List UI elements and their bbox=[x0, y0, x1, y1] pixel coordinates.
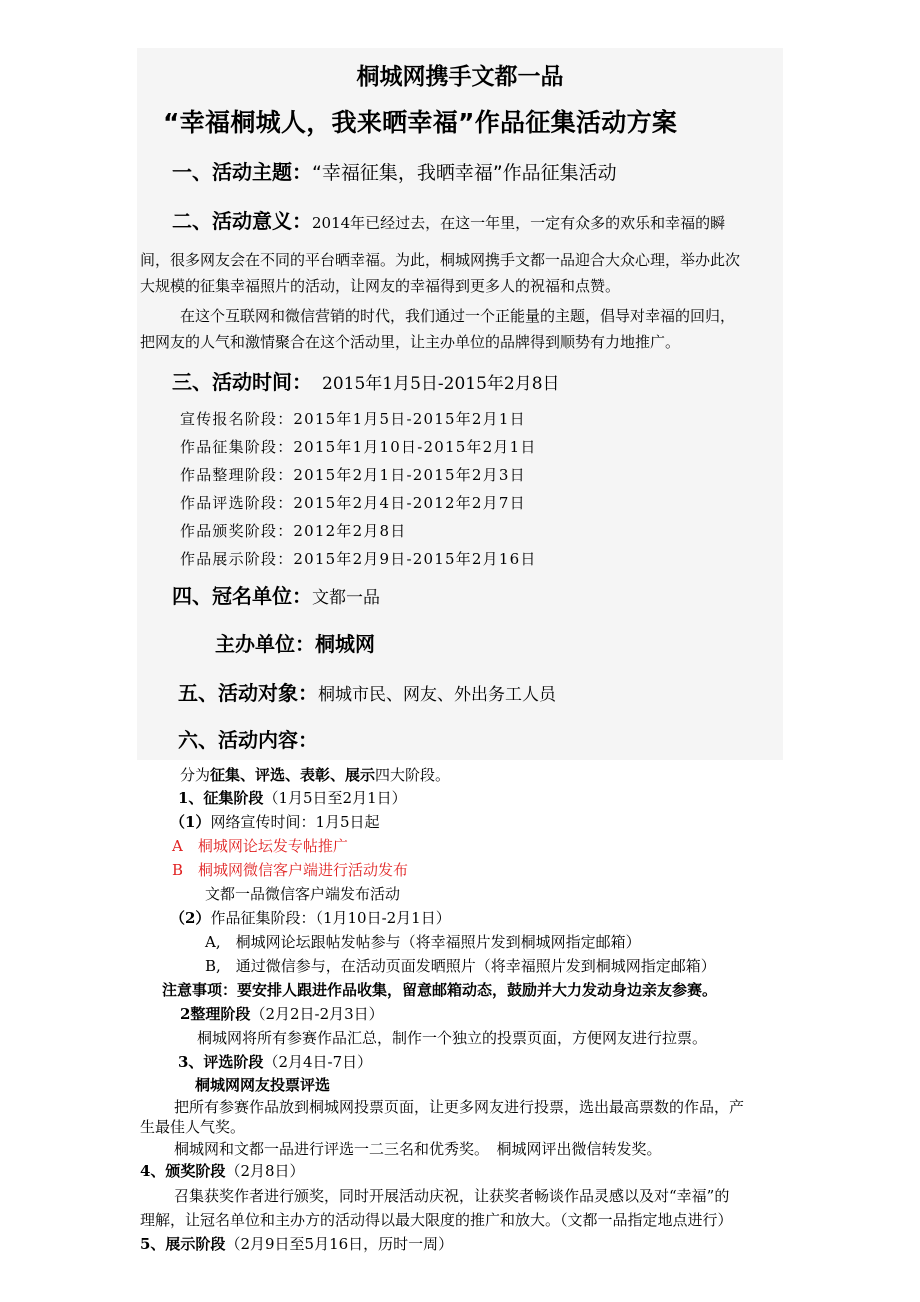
section-audience bbox=[178, 677, 556, 706]
stage-date: （2月8日） bbox=[225, 1162, 305, 1180]
paragraph-line: 把网友的人气和激情聚合在这个活动里，让主办单位的品牌得到顺势有力地推广。 bbox=[140, 333, 681, 351]
section-host bbox=[215, 628, 375, 657]
schedule-item: 宣传报名阶段：2015年1月5日-2015年2月1日 bbox=[180, 410, 526, 428]
paragraph-line: 间，很多网友会在不同的平台晒幸福。为此，桐城网携手文都一品迎合大众心理，举办此次 bbox=[140, 251, 741, 269]
section-value: 2015年1月5日-2015年2月8日 bbox=[322, 374, 560, 394]
stage-3-text: 把所有参赛作品放到桐城网投票页面，让更多网友进行投票，选出最高票数的作品，产 bbox=[174, 1098, 745, 1116]
intro-suffix: 四大阶段。 bbox=[375, 766, 451, 784]
stage-title: 1、征集阶段 bbox=[178, 789, 264, 807]
section-value: 文都一品 bbox=[312, 588, 380, 608]
section-heading: 五、活动对象： bbox=[178, 681, 318, 705]
stage-title: 3、评选阶段 bbox=[178, 1053, 264, 1071]
stage-1-sub-2 bbox=[170, 907, 451, 928]
section-significance bbox=[172, 205, 725, 234]
schedule-item: 作品展示阶段：2015年2月9日-2015年2月16日 bbox=[180, 550, 537, 568]
stage-4-text-cont: 理解，让冠名单位和主办方的活动得以最大限度的推广和放大。（文都一品指定地点进行） bbox=[140, 1211, 733, 1229]
stage-date: （2月2日-2月3日） bbox=[250, 1005, 384, 1023]
sub-text: 网络宣传时间：1月5日起 bbox=[210, 813, 380, 831]
schedule-item: 作品征集阶段：2015年1月10日-2015年2月1日 bbox=[180, 438, 537, 456]
schedule-item: 作品整理阶段：2015年2月1日-2015年2月3日 bbox=[180, 466, 526, 484]
content-intro bbox=[180, 764, 450, 785]
section-content bbox=[178, 724, 318, 753]
stage-4-text: 召集获奖作者进行颁奖，同时开展活动庆祝，让获奖者畅谈作品灵感以及对“幸福”的 bbox=[174, 1187, 730, 1205]
stage-3-heading bbox=[178, 1051, 372, 1072]
stage-1-sub-2-b: B, 通过微信参与，在活动页面发晒照片（将幸福照片发到桐城网指定邮箱） bbox=[205, 957, 716, 975]
stage-date: （1月5日至2月1日） bbox=[263, 789, 407, 807]
paragraph-line: 大规模的征集幸福照片的活动，让网友的幸福得到更多人的祝福和点赞。 bbox=[140, 277, 621, 295]
stage-3-subtitle: 桐城网网友投票评选 bbox=[195, 1076, 331, 1094]
section-heading: 三、活动时间： bbox=[172, 370, 312, 394]
stage-title: 5、展示阶段 bbox=[140, 1235, 226, 1253]
section-heading: 六、活动内容： bbox=[178, 728, 318, 752]
stage-3-text-cont: 生最佳人气奖。 bbox=[140, 1118, 246, 1136]
stage-date: （2月4日-7日） bbox=[263, 1053, 373, 1071]
paragraph-line: 在这个互联网和微信营销的时代，我们通过一个正能量的主题，倡导对幸福的回归， bbox=[180, 307, 736, 325]
stage-1-item-b-detail: 文都一品微信客户端发布活动 bbox=[205, 885, 401, 903]
section-heading: 一、活动主题： bbox=[172, 160, 312, 184]
host-value: 桐城网 bbox=[315, 632, 375, 656]
stage-2-text: 桐城网将所有参赛作品汇总，制作一个独立的投票页面，方便网友进行拉票。 bbox=[197, 1029, 708, 1047]
sub-text: 作品征集阶段：（1月10日-2月1日） bbox=[210, 909, 451, 927]
document-title: 桐城网携手文都一品 bbox=[356, 64, 564, 90]
stage-title: 4、颁奖阶段 bbox=[140, 1162, 226, 1180]
intro-stages: 征集、评选、表彰、展示 bbox=[210, 766, 376, 784]
stage-1-sub-1 bbox=[170, 811, 380, 832]
stage-title: 2整理阶段 bbox=[180, 1005, 251, 1023]
section-theme bbox=[172, 156, 617, 185]
document-subtitle: “幸福桐城人，我来晒幸福”作品征集活动方案 bbox=[163, 108, 678, 137]
notice-text: 注意事项：要安排人跟进作品收集，留意邮箱动态，鼓励并大力发动身边亲友参赛。 bbox=[162, 981, 718, 999]
stage-3-text-2: 桐城网和文都一品进行评选一二三名和优秀奖。 桐城网评出微信转发奖。 bbox=[174, 1140, 662, 1158]
stage-4-heading bbox=[140, 1160, 305, 1181]
section-sponsor bbox=[172, 580, 380, 609]
stage-1-sub-2-a: A, 桐城网论坛跟帖发帖参与（将幸福照片发到桐城网指定邮箱） bbox=[205, 933, 641, 951]
section-time bbox=[172, 366, 560, 395]
section-value: 桐城市民、网友、外出务工人员 bbox=[318, 685, 556, 705]
schedule-item: 作品评选阶段：2015年2月4日-2012年2月7日 bbox=[180, 494, 526, 512]
sub-number: （2） bbox=[170, 909, 211, 927]
section-value: “幸福征集，我晒幸福”作品征集活动 bbox=[312, 162, 617, 184]
stage-date: （2月9日至5月16日，历时一周） bbox=[225, 1235, 454, 1253]
stage-1-item-a: A 桐城网论坛发专帖推广 bbox=[172, 837, 348, 855]
host-label: 主办单位： bbox=[215, 632, 315, 656]
intro-prefix: 分为 bbox=[180, 766, 211, 784]
stage-1-item-b: B 桐城网微信客户端进行活动发布 bbox=[172, 861, 409, 879]
schedule-item: 作品颁奖阶段：2012年2月8日 bbox=[180, 522, 407, 540]
section-heading: 二、活动意义： bbox=[172, 209, 312, 233]
sub-number: （1） bbox=[170, 813, 211, 831]
stage-2-heading bbox=[180, 1003, 384, 1024]
section-heading: 四、冠名单位： bbox=[172, 584, 312, 608]
stage-5-heading bbox=[140, 1233, 453, 1254]
stage-1-heading bbox=[178, 787, 407, 808]
paragraph-text: 2014年已经过去，在这一年里，一定有众多的欢乐和幸福的瞬 bbox=[312, 214, 726, 232]
